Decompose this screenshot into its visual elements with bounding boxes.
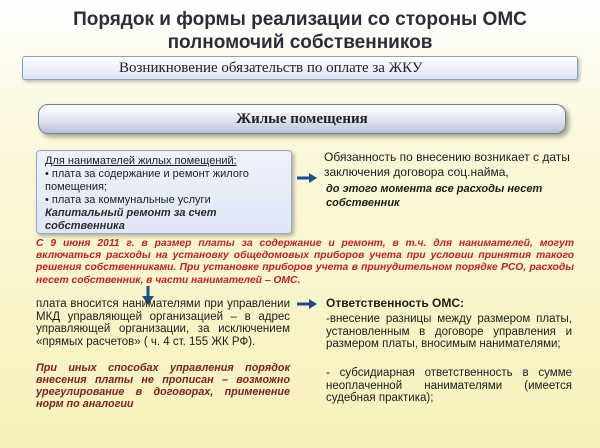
residential-premises-banner: Жилые помещения [38,104,566,134]
responsibility-item-difference: -внесение разницы между размером платы, установленным в договоре управления и размером платы, вносимым нанимателями; [326,313,572,351]
arrow-right-icon [296,172,318,184]
responsibility-title: Ответственность ОМС: [326,296,465,310]
capital-repair-note: Капитальный ремонт за счет собственника [45,207,217,232]
obligation-note: до этого момента все расходы несет собственник [326,183,543,209]
responsibility-item-subsidiary: - субсидиарная ответственность в сумме неоплаченной нанимателями (имеется судебная практика); [326,367,572,405]
page-title [0,8,600,54]
payment-text: плата вносится нанимателями при управлении МКД управляющей организацией – в адрес управляющей организации, за исключением «прямых расчетов» ( ч. 4 ст. 155 ЖК РФ). [36,298,290,348]
arrow-right-icon [296,298,318,310]
tenants-box [36,150,292,234]
tenants-item-maintenance: • плата за содержание и ремонт жилого помещения; [45,168,249,193]
obligation-header-banner: Возникновение обязательств по оплате за ЖКУ [22,56,578,80]
obligation-text: Обязанность по внесению возникает с даты заключения договора соц.найма, [324,150,570,179]
tenants-heading: Для нанимателей жилых помещений: [45,155,237,167]
title-line-2: полномочий собственников [167,32,433,53]
payment-note: При иных способах управления порядок внесения платы не прописан – возможно урегулирование в договорах, применение норм по аналогии [36,362,290,410]
tenants-item-utilities: • плата за коммунальные услуги [45,194,211,206]
title-line-1: Порядок и формы реализации со стороны ОМС [73,9,527,30]
meter-installation-note: С 9 июня 2011 г. в размер платы за содержание и ремонт, в т.ч. для нанимателей, могут включаться расходы на установку общедомовых приборов учета при условии принятия такого решения собственниками. При установке приборов учета в принудительном порядке РСО, расходы несет собственник, в части нанимателей – ОМС. [36,238,574,286]
